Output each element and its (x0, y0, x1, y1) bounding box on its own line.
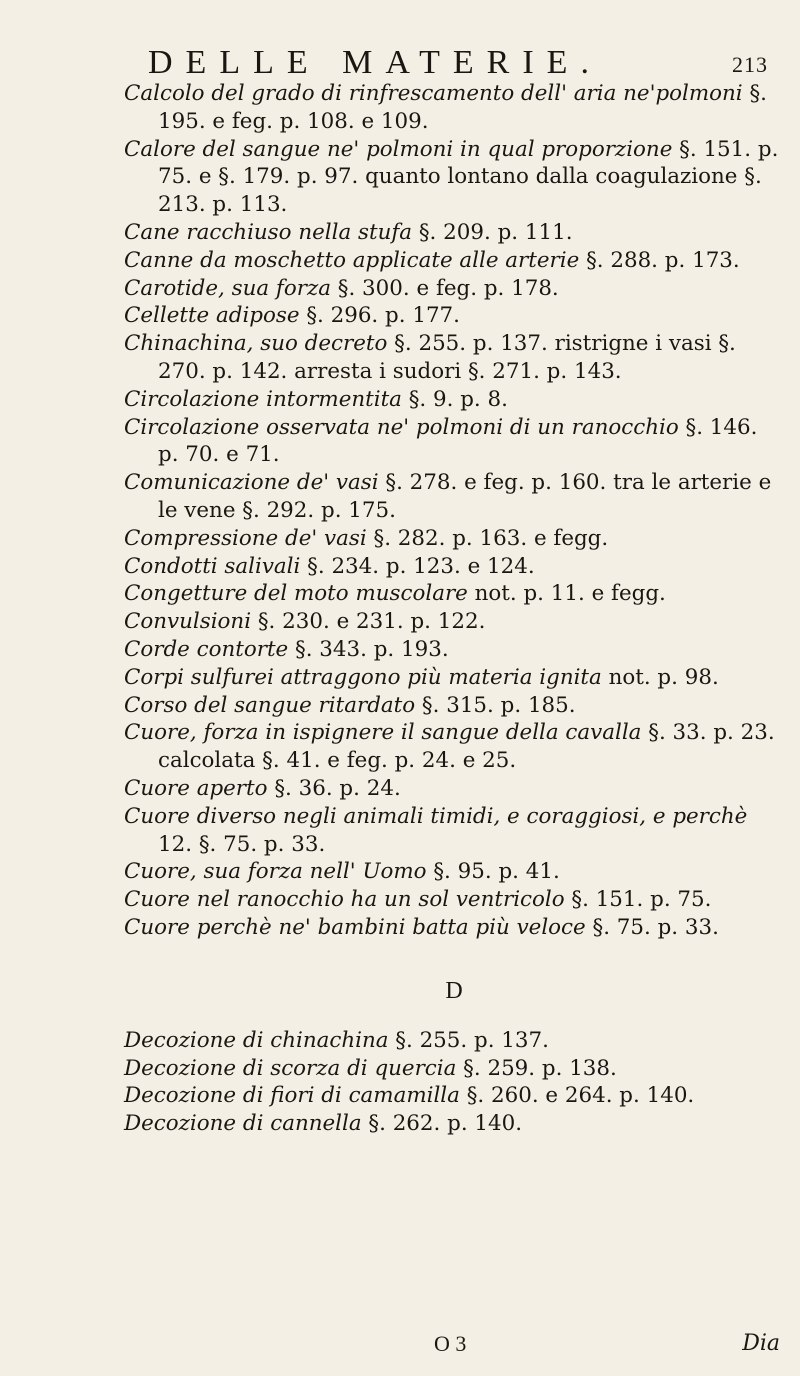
entry-reference: §. 209. p. 111. (412, 219, 573, 245)
entry-term: Condotti salivali (124, 553, 301, 579)
index-entry (124, 136, 784, 219)
entry-reference: §. 255. p. 137. (388, 1027, 549, 1053)
index-entry (124, 719, 784, 775)
index-entry (124, 580, 784, 608)
entry-term: Calore del sangue ne' polmoni in qual proporzione (124, 136, 673, 162)
index-entry (124, 80, 784, 136)
section-letter: D (445, 977, 463, 1004)
index-entries (124, 80, 784, 1138)
entry-term: Decozione di cannella (124, 1111, 362, 1137)
entry-term: Carotide, sua forza (124, 275, 331, 301)
entry-term: Convulsioni (124, 609, 252, 635)
entry-reference: §. 9. p. 8. (401, 386, 508, 412)
entry-term: Chinachina, suo decreto (124, 331, 388, 357)
index-entry (124, 275, 784, 303)
entry-reference: §. 234. p. 123. e 124. (300, 553, 535, 579)
entry-reference: §. 296. p. 177. (299, 303, 460, 329)
index-entry (124, 775, 784, 803)
entry-reference: §. 95. p. 41. (426, 859, 560, 885)
index-entry (124, 386, 784, 414)
entry-reference: 12. §. 75. p. 33. (158, 831, 326, 857)
entry-reference: §. 262. p. 140. (361, 1111, 523, 1137)
section-d (124, 1027, 784, 1138)
index-entry (124, 219, 784, 247)
entry-term: Cane racchiuso nella stufa (124, 219, 413, 245)
index-entry (124, 1110, 784, 1138)
entry-term: Corde contorte (124, 636, 289, 662)
running-title: DELLE MATERIE. (148, 44, 602, 81)
index-entry (124, 1055, 784, 1083)
entry-term: Calcolo del grado di rinfrescamento dell' aria ne'polmoni (124, 81, 743, 106)
entry-reference: §. 259. p. 138. (456, 1055, 617, 1081)
entry-reference: §. 343. p. 193. (288, 636, 449, 662)
index-entry (124, 692, 784, 720)
index-entry (124, 247, 784, 275)
entry-term: Cuore nel ranocchio ha un sol ventricolo (124, 887, 565, 913)
entry-term: Cuore, forza in ispignere il sangue della cavalla (124, 720, 642, 746)
entry-term: Decozione di scorza di quercia (124, 1055, 457, 1081)
entry-term: Congetture del moto muscolare (124, 581, 468, 607)
signature-mark: O 3 (434, 1331, 467, 1356)
entry-reference: §. 278. e feg. p. 160. tra le arterie e le vene §. 292. p. 175. (158, 470, 772, 523)
entry-reference: §. 315. p. 185. (415, 692, 576, 718)
index-entry (124, 414, 784, 470)
index-entry (124, 525, 784, 553)
entry-reference: §. 195. e feg. p. 108. e 109. (158, 81, 767, 134)
entry-term: Corpi sulfurei attraggono più materia ignita (124, 664, 602, 690)
entry-term: Circolazione osservata ne' polmoni di un ranocchio (124, 414, 679, 440)
index-entry (124, 1082, 784, 1110)
entry-term: Decozione di fiori di camamilla (124, 1083, 460, 1109)
entry-term: Circolazione intormentita (124, 386, 402, 412)
entry-term: Cellette adipose (124, 303, 300, 329)
index-entry (124, 302, 784, 330)
page-footer (124, 1331, 784, 1361)
entry-reference: §. 146. p. 70. e 71. (158, 414, 758, 468)
index-entry (124, 1027, 784, 1055)
entry-reference: §. 151. p. 75. (564, 887, 712, 913)
entry-reference: §. 151. p. 75. e §. 179. p. 97. quanto lontano dalla coagulazione §. 213. p. 113. (158, 136, 779, 218)
entry-term: Cuore perchè ne' bambini batta più veloce (124, 914, 586, 940)
entry-term: Compressione de' vasi (124, 525, 367, 551)
page-number: 213 (732, 52, 768, 77)
entry-reference: §. 288. p. 173. (579, 247, 740, 273)
entry-term: Canne da moschetto applicate alle arterie (124, 247, 580, 273)
entry-reference: §. 36. p. 24. (267, 775, 401, 801)
index-entry (124, 803, 784, 859)
entry-reference: §. 282. p. 163. e fegg. (366, 525, 609, 551)
entry-reference: §. 260. e 264. p. 140. (459, 1083, 695, 1109)
entry-reference: §. 33. p. 23. calcolata §. 41. e feg. p. 24. e 25. (158, 720, 775, 774)
entry-reference: §. 230. e 231. p. 122. (251, 609, 486, 635)
entry-reference: not. p. 11. e fegg. (467, 581, 666, 607)
entry-term: Cuore aperto (124, 775, 268, 801)
entry-term: Decozione di chinachina (124, 1027, 389, 1053)
entry-term: Cuore diverso negli animali timidi, e coraggiosi, e perchè (124, 803, 748, 829)
entry-term: Cuore, sua forza nell' Uomo (124, 859, 427, 885)
index-entry (124, 608, 784, 636)
entry-term: Comunicazione de' vasi (124, 470, 379, 496)
entry-reference: §. 255. p. 137. ristrigne i vasi §. 270. p. 142. arresta i sudori §. 271. p. 143. (158, 331, 736, 384)
entry-reference: not. p. 98. (601, 664, 719, 690)
section-c (124, 80, 784, 942)
index-entry (124, 886, 784, 914)
index-entry (124, 553, 784, 581)
entry-term: Corso del sangue ritardato (124, 692, 416, 718)
index-entry (124, 858, 784, 886)
entry-reference: §. 300. e feg. p. 178. (330, 275, 559, 301)
index-entry (124, 914, 784, 942)
catchword: Dia (742, 1331, 780, 1356)
entry-reference: §. 75. p. 33. (585, 914, 719, 940)
index-entry (124, 469, 784, 525)
index-entry (124, 664, 784, 692)
index-entry (124, 330, 784, 386)
index-entry (124, 636, 784, 664)
